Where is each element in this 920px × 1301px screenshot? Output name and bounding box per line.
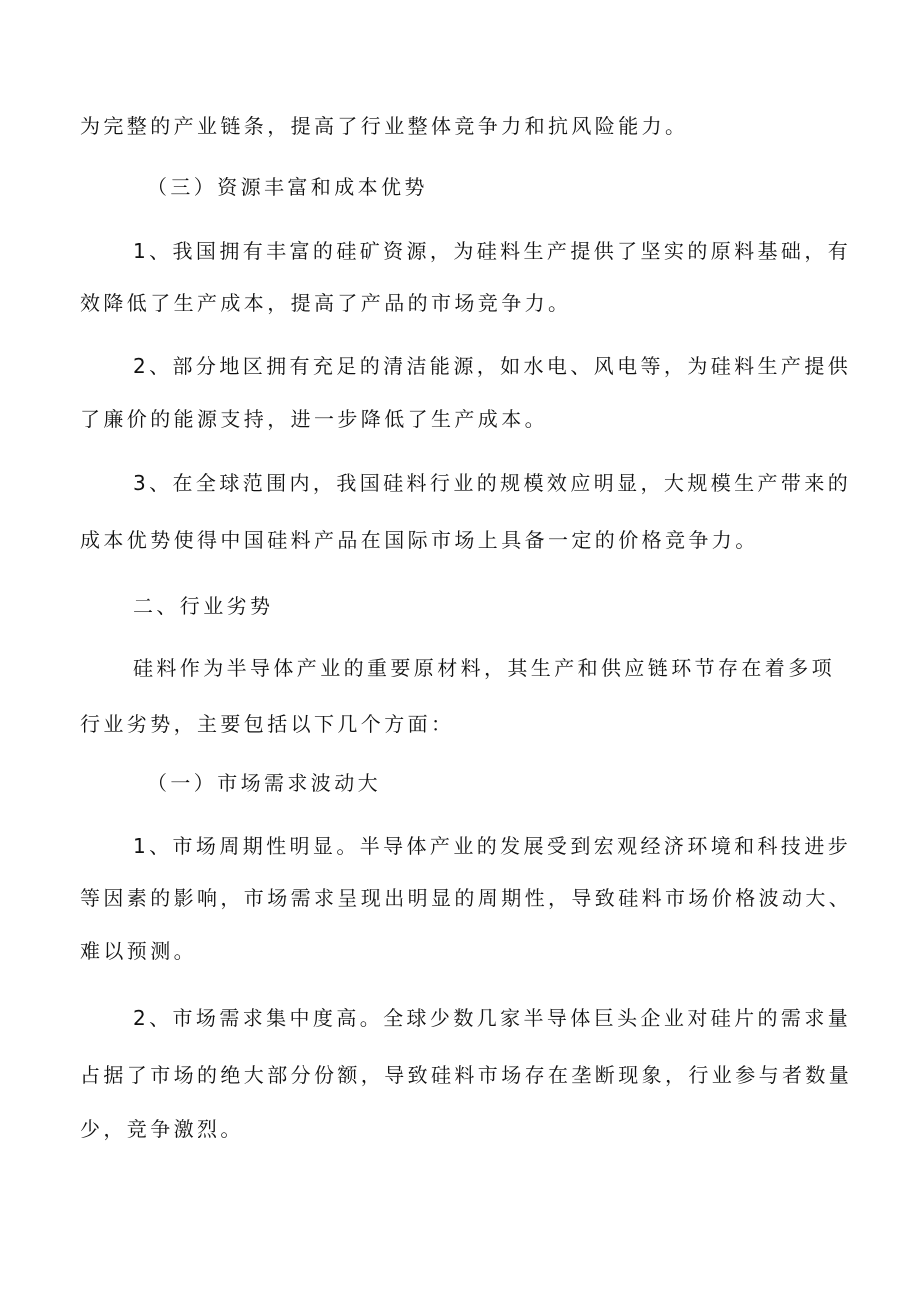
paragraph-line: 效降低了生产成本，提高了产品的市场竞争力。 [80,291,572,315]
paragraph-line: 3、在全球范围内，我国硅料行业的规模效应明显，大规模生产带来的 [133,471,852,495]
paragraph-line: 1、我国拥有丰富的硅矿资源，为硅料生产提供了坚实的原料基础，有 [133,239,852,263]
paragraph-line: 1、市场周期性明显。半导体产业的发展受到宏观经济环境和科技进步 [133,834,852,858]
paragraph-line: 为完整的产业链条，提高了行业整体竞争力和抗风险能力。 [80,114,689,138]
paragraph-line: 行业劣势，主要包括以下几个方面： [80,712,455,736]
section-heading-weaknesses: 二、行业劣势 [133,594,274,618]
paragraph-line: 2、市场需求集中度高。全球少数几家半导体巨头企业对硅片的需求量 [133,1006,852,1030]
paragraph-line: 少，竞争激烈。 [80,1117,244,1141]
paragraph-line: 了廉价的能源支持，进一步降低了生产成本。 [80,407,548,431]
paragraph-line: 占据了市场的绝大部分份额，导致硅料市场存在垄断现象，行业参与者数量 [80,1063,853,1087]
section-heading-one: （一）市场需求波动大 [147,771,381,795]
paragraph-line: 2、部分地区拥有充足的清洁能源，如水电、风电等，为硅料生产提供 [133,354,852,378]
paragraph-line: 硅料作为半导体产业的重要原材料，其生产和供应链环节存在着多项 [133,656,835,680]
section-heading-three: （三）资源丰富和成本优势 [147,175,428,199]
paragraph-line: 等因素的影响，市场需求呈现出明显的周期性，导致硅料市场价格波动大、 [80,886,853,910]
paragraph-line: 成本优势使得中国硅料产品在国际市场上具备一定的价格竞争力。 [80,528,759,552]
paragraph-line: 难以预测。 [80,939,197,963]
